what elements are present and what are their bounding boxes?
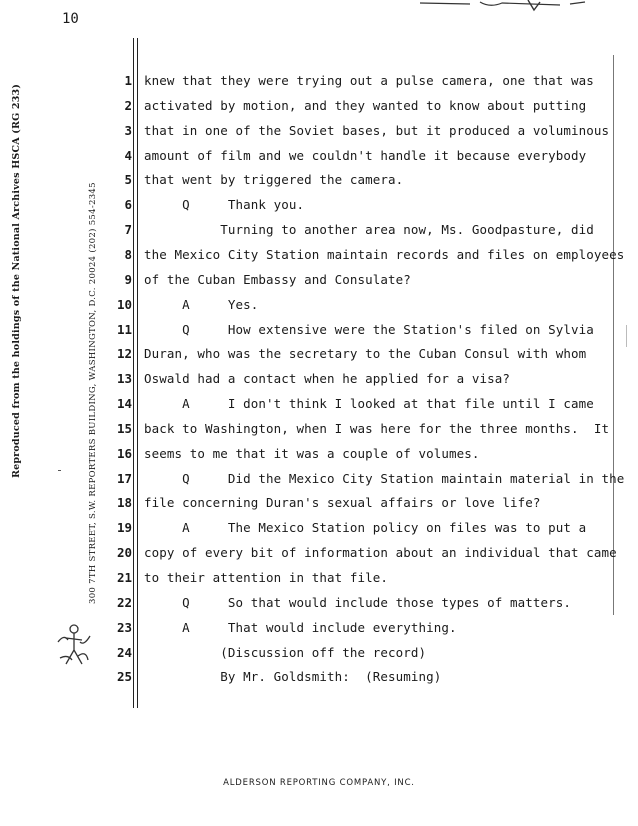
archive-source-note: Reproduced from the holdings of the National Archives HSCA (RG 233) xyxy=(11,83,22,478)
reporting-company-footer: ALDERSON REPORTING COMPANY, INC. xyxy=(223,778,415,788)
line-number: 11 xyxy=(116,321,132,337)
line-number: 15 xyxy=(116,420,132,436)
margin-tick xyxy=(58,470,61,471)
transcript-line: activated by motion, and they wanted to know about putting xyxy=(144,97,587,113)
line-number: 7 xyxy=(124,222,132,238)
transcript-line: copy of every bit of information about an individual that came xyxy=(144,545,617,561)
line-number: 21 xyxy=(116,570,132,585)
line-number: 16 xyxy=(116,445,132,461)
transcript-line: of the Cuban Embassy and Consulate? xyxy=(144,271,411,287)
transcript-line: Q So that would include those types of matters. xyxy=(144,594,572,610)
transcript-line: amount of film and we couldn't handle it because everybody xyxy=(144,147,587,163)
transcript-line: knew that they were trying out a pulse camera, one that was xyxy=(144,73,594,88)
line-number: 8 xyxy=(124,246,132,262)
transcript-line: By Mr. Goldsmith: (Resuming) xyxy=(144,669,442,685)
line-number: 5 xyxy=(124,172,132,188)
transcript-line: Duran, who was the secretary to the Cuban Consul with whom xyxy=(144,346,587,362)
top-edge-scribble xyxy=(410,0,638,14)
line-number: 23 xyxy=(116,619,132,635)
line-number: 6 xyxy=(124,197,132,213)
line-number: 18 xyxy=(116,495,132,511)
line-number: 25 xyxy=(116,669,132,685)
line-number: 20 xyxy=(116,545,132,561)
line-number: 24 xyxy=(116,644,132,660)
line-number: 13 xyxy=(116,371,132,387)
transcript-line: A I don't think I looked at that file until I came xyxy=(144,396,594,412)
line-number: 1 xyxy=(124,73,132,88)
line-number: 9 xyxy=(124,271,132,287)
reporter-seal-icon xyxy=(54,620,94,668)
line-number: 3 xyxy=(124,122,132,138)
transcript-line: that went by triggered the camera. xyxy=(144,172,404,188)
transcript-line: file concerning Duran's sexual affairs or love life? xyxy=(144,495,541,511)
line-number: 12 xyxy=(116,346,132,362)
line-number: 17 xyxy=(116,470,132,486)
line-number: 22 xyxy=(116,594,132,610)
transcript-line: A Yes. xyxy=(144,296,259,312)
page-number: 10 xyxy=(62,11,79,27)
transcript-line: Turning to another area now, Ms. Goodpasture, did xyxy=(144,222,594,238)
right-margin-rule xyxy=(613,55,614,615)
transcript-line: Q How extensive were the Station's filed on Sylvia xyxy=(144,321,594,337)
reporter-address: 300 7TH STREET, S.W. REPORTERS BUILDING, WASHINGTON, D.C. 20024 (202) 554-2345 xyxy=(88,182,98,604)
transcript-line: back to Washington, when I was here for the three months. It xyxy=(144,420,610,436)
right-speck xyxy=(626,325,627,347)
transcript-line: that in one of the Soviet bases, but it produced a voluminous xyxy=(144,122,610,138)
transcript-line: Q Did the Mexico City Station maintain material in the xyxy=(144,470,625,486)
transcript-line: A That would include everything. xyxy=(144,619,457,635)
line-number: 10 xyxy=(116,296,132,312)
transcript-line: Oswald had a contact when he applied for a visa? xyxy=(144,371,511,387)
transcript-line: to their attention in that file. xyxy=(144,570,389,585)
transcript-line: Q Thank you. xyxy=(144,197,305,213)
transcript-line: seems to me that it was a couple of volumes. xyxy=(144,445,480,461)
transcript-line: (Discussion off the record) xyxy=(144,644,427,660)
transcript-line: A The Mexico Station policy on files was to put a xyxy=(144,520,587,536)
left-margin-rule-inner xyxy=(137,38,138,708)
transcript-line: the Mexico City Station maintain records and files on employees xyxy=(144,246,625,262)
line-number: 2 xyxy=(124,97,132,113)
line-number: 19 xyxy=(116,520,132,536)
left-margin-rule-outer xyxy=(133,38,134,708)
line-number: 4 xyxy=(124,147,132,163)
line-number: 14 xyxy=(116,396,132,412)
